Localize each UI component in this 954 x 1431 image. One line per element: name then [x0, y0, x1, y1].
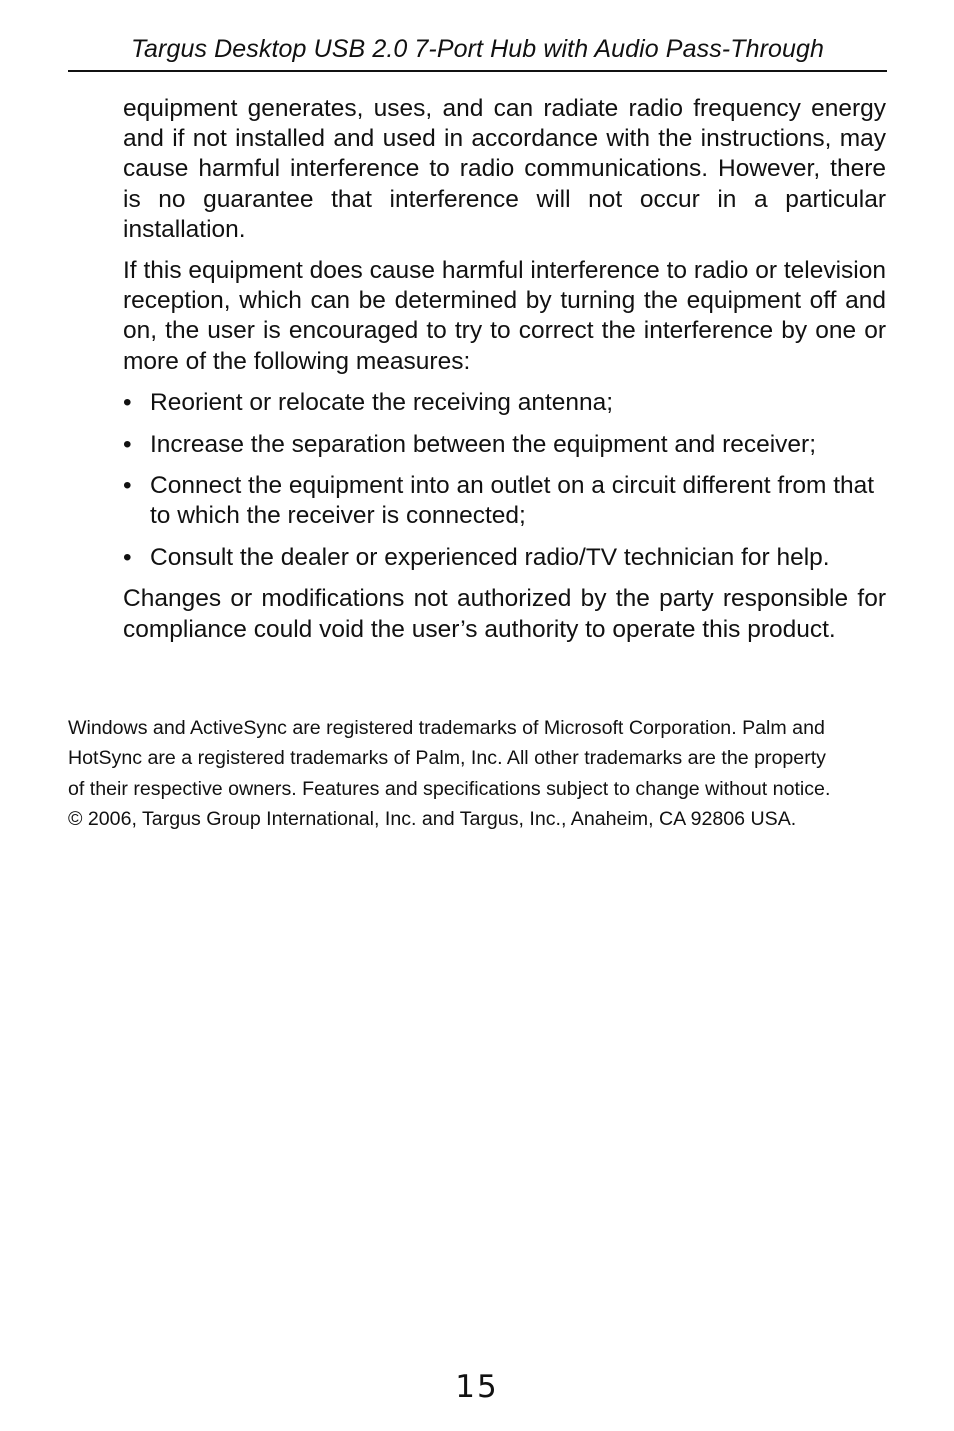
bullet-icon: •	[123, 544, 132, 572]
list-item-text: Reorient or relocate the receiving antenna;	[150, 388, 614, 416]
trademark-line: of their respective owners. Features and specifications subject to change without notice.	[68, 777, 831, 800]
list-item-text: Increase the separation between the equipment and receiver;	[150, 430, 817, 458]
main-content	[123, 94, 886, 645]
list-item-text: Connect the equipment into an outlet on a circuit different from that to which the receiver is connected;	[150, 472, 875, 530]
paragraph-interference-intro: equipment generates, uses, and can radiate radio frequency energy and if not installed and used in accordance with the instructions, may cause harmful interference to radio communications. However, there is no guarantee that interference will not occur in a particular installation.	[123, 95, 886, 243]
list-item	[123, 388, 886, 418]
list-item	[123, 543, 886, 573]
page-number: 15	[455, 1369, 499, 1405]
header-title: Targus Desktop USB 2.0 7-Port Hub with Audio Pass-Through	[130, 35, 825, 63]
paragraph-modifications-warning: Changes or modifications not authorized by the party responsible for compliance could void the user’s authority to operate this product.	[123, 585, 886, 643]
list-item	[123, 430, 886, 460]
list-item	[123, 471, 886, 531]
page-header	[68, 30, 887, 72]
paragraph-interference-measures: If this equipment does cause harmful interference to radio or television reception, which can be determined by turning the equipment off and on, the user is encouraged to try to correct the interference by one or more of the following measures:	[123, 257, 886, 375]
bullet-icon: •	[123, 388, 132, 416]
bullet-icon: •	[123, 430, 132, 458]
copyright-line: © 2006, Targus Group International, Inc. and Targus, Inc., Anaheim, CA 92806 USA.	[68, 807, 797, 830]
trademark-line: HotSync are a registered trademarks of Palm, Inc. All other trademarks are the property	[68, 747, 826, 770]
bullet-icon: •	[123, 472, 132, 500]
measures-list	[123, 388, 886, 574]
trademark-notice	[68, 713, 887, 834]
trademark-line: Windows and ActiveSync are registered trademarks of Microsoft Corporation. Palm and	[68, 717, 825, 739]
list-item-text: Consult the dealer or experienced radio/TV technician for help.	[150, 544, 830, 572]
